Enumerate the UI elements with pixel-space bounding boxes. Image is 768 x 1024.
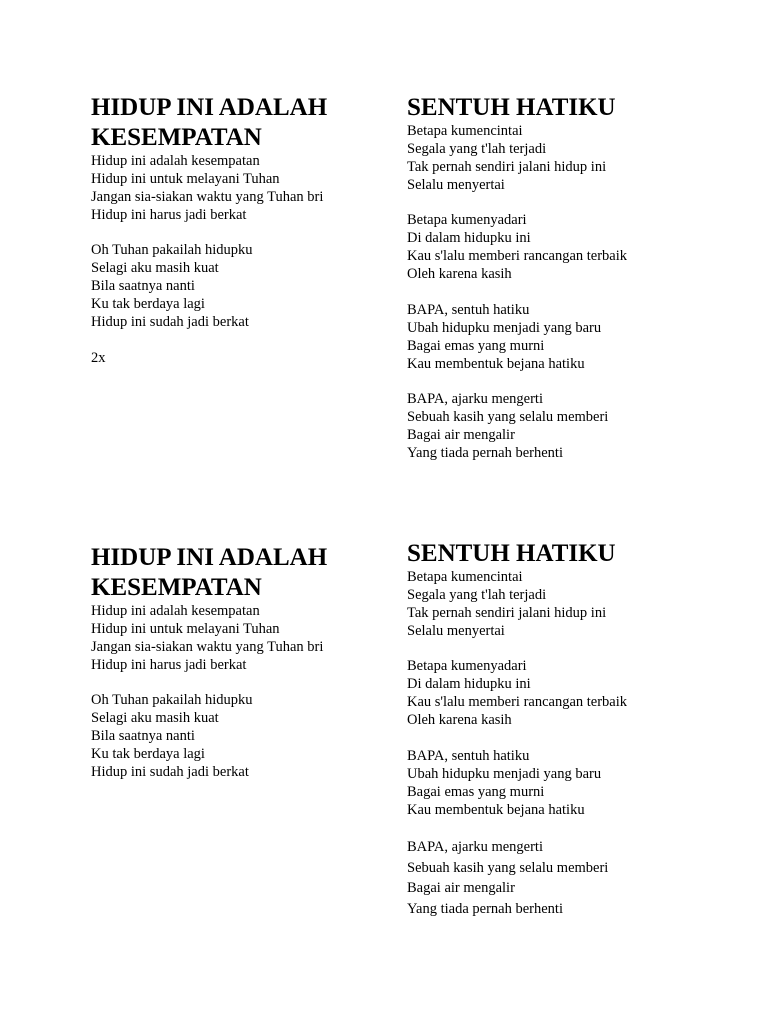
lyric-stanza xyxy=(91,350,327,368)
lyric-stanza xyxy=(407,658,627,730)
lyric-stanza xyxy=(407,302,627,374)
lyric-line: Bila saatnya nanti xyxy=(91,728,195,745)
lyric-line: Bagai emas yang murni xyxy=(407,337,545,354)
stanza-gap xyxy=(91,225,327,243)
song-title: SENTUH HATIKU xyxy=(407,94,616,121)
lyric-stanza xyxy=(407,212,627,284)
song-block-hidup-ini-bottom xyxy=(91,543,327,782)
lyric-line: Hidup ini sudah jadi berkat xyxy=(91,314,249,331)
lyric-line: Sebuah kasih yang selalu memberi xyxy=(407,409,609,426)
lyric-line: Segala yang t'lah terjadi xyxy=(407,586,547,603)
lyric-line: Betapa kumenyadari xyxy=(407,212,527,229)
stanza-gap xyxy=(407,284,627,302)
lyric-line: Bila saatnya nanti xyxy=(91,278,195,295)
lyric-line: Jangan sia-siakan waktu yang Tuhan bri xyxy=(91,188,324,205)
lyric-stanza xyxy=(91,153,327,225)
lyric-stanza xyxy=(91,692,327,781)
lyric-line: Di dalam hidupku ini xyxy=(407,230,531,247)
stanza-gap xyxy=(407,641,627,659)
lyric-line: Selalu menyertai xyxy=(407,622,505,639)
lyric-stanza xyxy=(407,748,627,820)
song-block-sentuh-hatiku-bottom xyxy=(407,539,627,919)
song-title: HIDUP INI ADALAH xyxy=(91,544,328,571)
lyric-line: Bagai air mengalir xyxy=(407,880,515,897)
lyric-line: Oh Tuhan pakailah hidupku xyxy=(91,692,253,709)
lyric-line: Ubah hidupku menjadi yang baru xyxy=(407,765,602,782)
lyric-line: Hidup ini harus jadi berkat xyxy=(91,206,247,223)
lyric-line: Betapa kumenyadari xyxy=(407,658,527,675)
lyric-stanza xyxy=(91,242,327,331)
lyric-line: Jangan sia-siakan waktu yang Tuhan bri xyxy=(91,638,324,655)
lyric-line: Kau membentuk bejana hatiku xyxy=(407,801,585,818)
lyric-line: BAPA, sentuh hatiku xyxy=(407,747,530,764)
lyric-line: Segala yang t'lah terjadi xyxy=(407,140,547,157)
lyric-line: Betapa kumencintai xyxy=(407,569,523,585)
stanza-gap xyxy=(91,332,327,350)
lyric-line: Bagai emas yang murni xyxy=(407,783,545,800)
lyric-stanza xyxy=(407,391,627,463)
song-block-sentuh-hatiku-top xyxy=(407,93,627,463)
song-title: KESEMPATAN xyxy=(91,124,262,151)
lyric-line: Kau s'lalu memberi rancangan terbaik xyxy=(407,248,628,265)
lyric-line: Kau s'lalu memberi rancangan terbaik xyxy=(407,694,628,711)
stanza-gap xyxy=(91,675,327,693)
lyric-line: Kau membentuk bejana hatiku xyxy=(407,355,585,372)
lyric-line: BAPA, ajarku mengerti xyxy=(407,391,543,408)
stanza-gap xyxy=(407,819,627,837)
lyric-line: Yang tiada pernah berhenti xyxy=(407,445,563,462)
lyric-line: Hidup ini adalah kesempatan xyxy=(91,153,260,169)
lyric-line: Hidup ini untuk melayani Tuhan xyxy=(91,620,280,637)
lyric-line: 2x xyxy=(91,349,106,366)
stanza-gap xyxy=(407,730,627,748)
lyric-line: Sebuah kasih yang selalu memberi xyxy=(407,859,609,876)
stanza-gap xyxy=(407,373,627,391)
lyric-line: Ku tak berdaya lagi xyxy=(91,296,205,313)
lyric-line: BAPA, ajarku mengerti xyxy=(407,839,543,856)
lyric-line: Hidup ini harus jadi berkat xyxy=(91,656,247,673)
lyric-line: Ku tak berdaya lagi xyxy=(91,746,205,763)
lyric-line: Selalu menyertai xyxy=(407,176,505,193)
stanza-gap xyxy=(407,195,627,213)
lyric-line: Bagai air mengalir xyxy=(407,427,515,444)
lyric-line: Oleh karena kasih xyxy=(407,266,512,283)
lyric-line: Hidup ini untuk melayani Tuhan xyxy=(91,170,280,187)
song-block-hidup-ini-top xyxy=(91,93,327,368)
lyric-line: Selagi aku masih kuat xyxy=(91,710,219,727)
lyric-stanza xyxy=(407,569,627,641)
lyric-line: Tak pernah sendiri jalani hidup ini xyxy=(407,604,607,621)
song-title: KESEMPATAN xyxy=(91,574,262,601)
lyric-line: Di dalam hidupku ini xyxy=(407,676,531,693)
lyric-line: Selagi aku masih kuat xyxy=(91,260,219,277)
lyric-line: Oleh karena kasih xyxy=(407,712,512,729)
lyric-line: Betapa kumencintai xyxy=(407,123,523,139)
song-title: SENTUH HATIKU xyxy=(407,540,616,567)
lyric-stanza xyxy=(407,837,627,919)
lyric-line: Hidup ini sudah jadi berkat xyxy=(91,764,249,781)
lyric-line: Yang tiada pernah berhenti xyxy=(407,900,563,917)
lyric-line: Ubah hidupku menjadi yang baru xyxy=(407,319,602,336)
song-title: HIDUP INI ADALAH xyxy=(91,94,328,121)
lyric-line: Hidup ini adalah kesempatan xyxy=(91,603,260,619)
lyric-stanza xyxy=(407,123,627,195)
lyric-stanza xyxy=(91,603,327,675)
lyric-line: Oh Tuhan pakailah hidupku xyxy=(91,242,253,259)
lyric-line: BAPA, sentuh hatiku xyxy=(407,301,530,318)
lyric-line: Tak pernah sendiri jalani hidup ini xyxy=(407,158,607,175)
